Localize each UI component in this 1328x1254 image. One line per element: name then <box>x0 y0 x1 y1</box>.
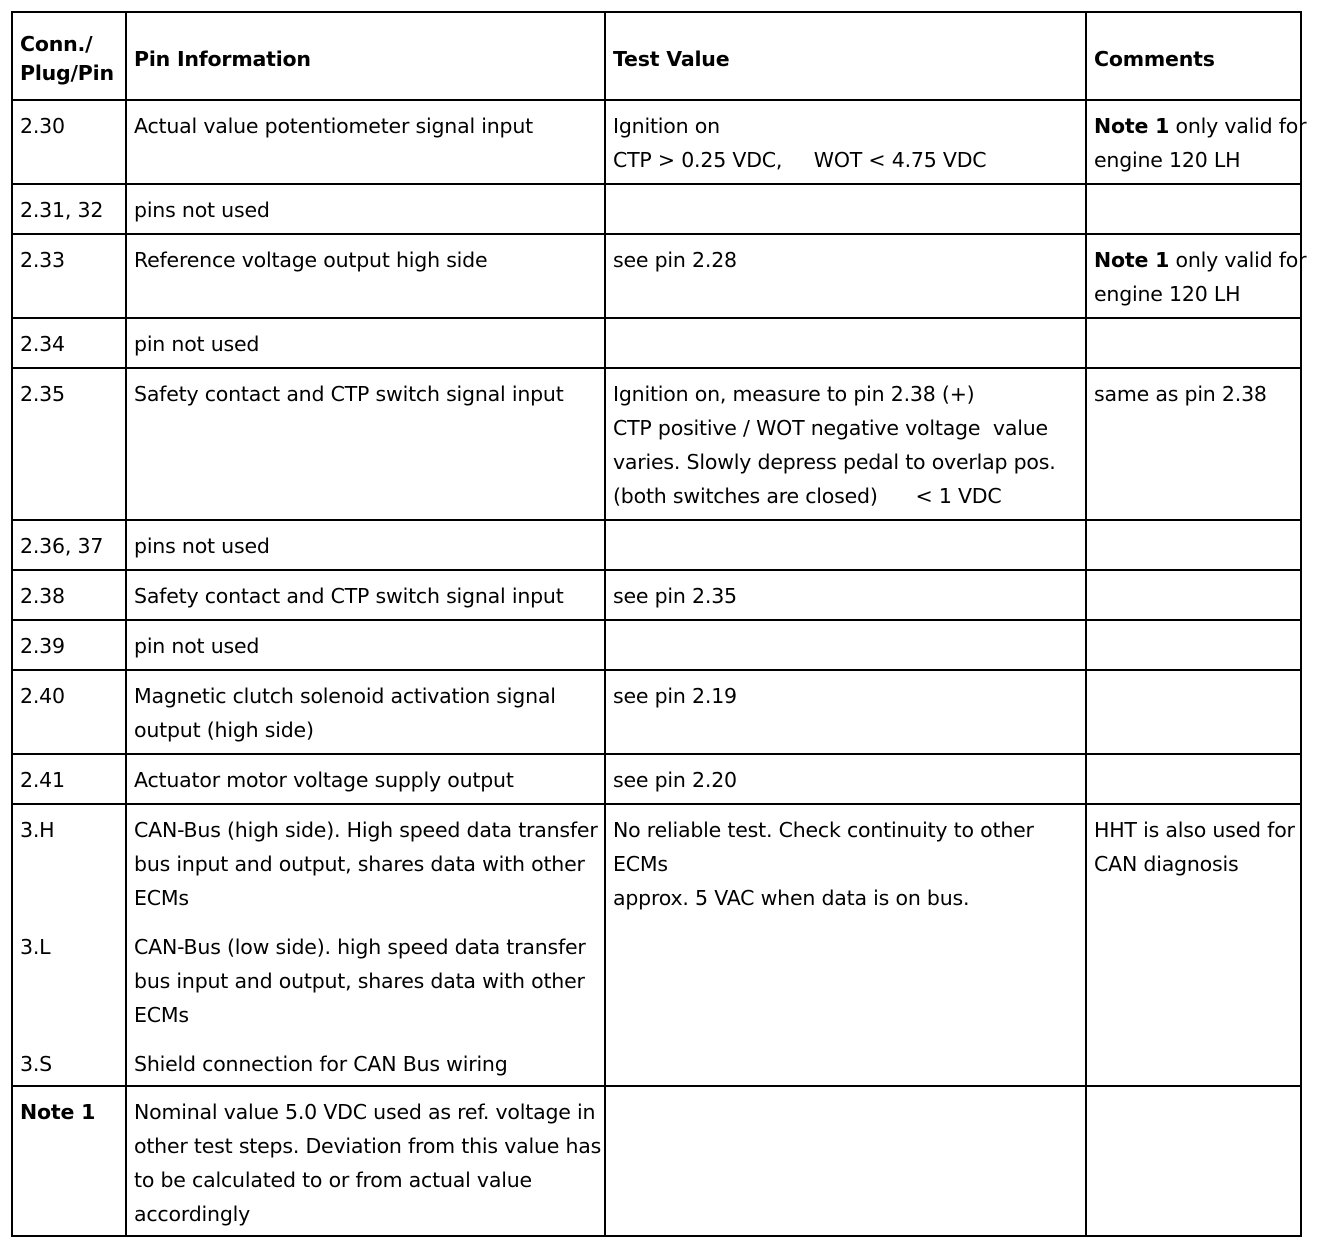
table-row <box>12 670 1301 754</box>
info-line: CAN-Bus (high side). High speed data transfer <box>134 818 598 842</box>
test-cell: see pin 2.35 <box>605 570 1086 620</box>
table-row <box>12 368 1301 520</box>
pin-cell: 2.33 <box>12 234 126 318</box>
comment-text: CAN diagnosis <box>1094 852 1239 876</box>
test-line: No reliable test. Check continuity to other <box>613 818 1034 842</box>
test-cell <box>605 368 1086 520</box>
test-line: (both switches are closed) < 1 VDC <box>613 484 1002 508</box>
info-cell: Reference voltage output high side <box>126 234 605 318</box>
pin-cell: 2.30 <box>12 100 126 184</box>
test-line: Ignition on <box>613 114 720 138</box>
test-cell <box>605 1086 1086 1236</box>
test-cell <box>605 620 1086 670</box>
test-line: approx. 5 VAC when data is on bus. <box>613 886 970 910</box>
pin-label: 3.S <box>20 1052 52 1076</box>
table-row <box>12 100 1301 184</box>
comment-cell <box>1086 100 1307 184</box>
pin-cell <box>12 804 126 1086</box>
comment-cell <box>1086 234 1307 318</box>
comment-text: HHT is also used for <box>1094 818 1295 842</box>
info-line: other test steps. Deviation from this value has <box>134 1134 602 1158</box>
info-line: CAN-Bus (low side). high speed data transfer <box>134 935 586 959</box>
test-cell: see pin 2.19 <box>605 670 1086 754</box>
info-line: Shield connection for CAN Bus wiring <box>134 1052 508 1076</box>
test-cell <box>605 804 1086 1086</box>
comment-text: only valid for <box>1169 248 1307 272</box>
pin-cell: 2.41 <box>12 754 126 804</box>
table-row <box>12 754 1301 804</box>
header-conn-line2: Plug/Pin <box>20 61 114 85</box>
pin-information-table <box>11 11 1307 1237</box>
table-row <box>12 184 1301 234</box>
header-pin-information: Pin Information <box>126 12 605 100</box>
comment-cell <box>1086 804 1301 1086</box>
info-cell: Actuator motor voltage supply output <box>126 754 605 804</box>
info-line: output (high side) <box>134 718 314 742</box>
info-cell: pins not used <box>126 184 605 234</box>
pin-label: 3.H <box>20 818 55 842</box>
info-line: accordingly <box>134 1202 251 1226</box>
table-row <box>12 570 1301 620</box>
test-line: CTP > 0.25 VDC, WOT < 4.75 VDC <box>613 148 987 172</box>
info-line: Magnetic clutch solenoid activation signal <box>134 684 556 708</box>
header-comments: Comments <box>1086 12 1301 100</box>
test-line: ECMs <box>613 852 668 876</box>
pin-cell: 2.38 <box>12 570 126 620</box>
pin-cell: Note 1 <box>12 1086 126 1236</box>
table-row <box>12 318 1301 368</box>
table-row <box>12 234 1301 318</box>
comment-cell <box>1086 754 1301 804</box>
comment-cell <box>1086 620 1301 670</box>
comment-cell <box>1086 520 1301 570</box>
comment-cell <box>1086 184 1301 234</box>
info-line: to be calculated to or from actual value <box>134 1168 532 1192</box>
note-reference: Note 1 <box>1094 114 1170 138</box>
info-cell: pin not used <box>126 318 605 368</box>
info-cell <box>126 804 605 1086</box>
comment-cell <box>1086 1086 1301 1236</box>
info-cell: pin not used <box>126 620 605 670</box>
table-row <box>12 1086 1301 1236</box>
info-cell: Safety contact and CTP switch signal input <box>126 570 605 620</box>
table-row <box>12 520 1301 570</box>
info-line: ECMs <box>134 886 189 910</box>
table-row <box>12 620 1301 670</box>
pin-cell: 2.31, 32 <box>12 184 126 234</box>
pin-cell: 2.36, 37 <box>12 520 126 570</box>
pin-cell: 2.40 <box>12 670 126 754</box>
info-cell <box>126 1086 605 1236</box>
test-line: CTP positive / WOT negative voltage value <box>613 416 1048 440</box>
pin-cell: 2.35 <box>12 368 126 520</box>
pin-label: 3.L <box>20 935 51 959</box>
test-cell <box>605 184 1086 234</box>
test-cell <box>605 100 1086 184</box>
info-cell: Actual value potentiometer signal input <box>126 100 605 184</box>
table-header-row <box>12 12 1301 100</box>
test-cell: see pin 2.20 <box>605 754 1086 804</box>
comment-text: engine 120 LH <box>1094 282 1241 306</box>
test-cell: see pin 2.28 <box>605 234 1086 318</box>
info-cell <box>126 670 605 754</box>
comment-text: engine 120 LH <box>1094 148 1241 172</box>
comment-text: only valid for <box>1169 114 1307 138</box>
info-cell: Safety contact and CTP switch signal input <box>126 368 605 520</box>
test-line: Ignition on, measure to pin 2.38 (+) <box>613 382 975 406</box>
comment-cell <box>1086 570 1301 620</box>
test-cell <box>605 318 1086 368</box>
info-cell: pins not used <box>126 520 605 570</box>
info-line: bus input and output, shares data with other <box>134 969 585 993</box>
info-line: Nominal value 5.0 VDC used as ref. voltage in <box>134 1100 596 1124</box>
header-conn-line1: Conn./ <box>20 32 93 56</box>
info-line: ECMs <box>134 1003 189 1027</box>
header-test-value: Test Value <box>605 12 1086 100</box>
note-reference: Note 1 <box>1094 248 1170 272</box>
table-row <box>12 804 1301 1086</box>
test-line: varies. Slowly depress pedal to overlap pos. <box>613 450 1056 474</box>
comment-cell: same as pin 2.38 <box>1086 368 1301 520</box>
pin-cell: 2.39 <box>12 620 126 670</box>
comment-cell <box>1086 670 1301 754</box>
test-cell <box>605 520 1086 570</box>
pin-cell: 2.34 <box>12 318 126 368</box>
header-conn-plug-pin <box>12 12 126 100</box>
info-line: bus input and output, shares data with other <box>134 852 585 876</box>
comment-cell <box>1086 318 1301 368</box>
